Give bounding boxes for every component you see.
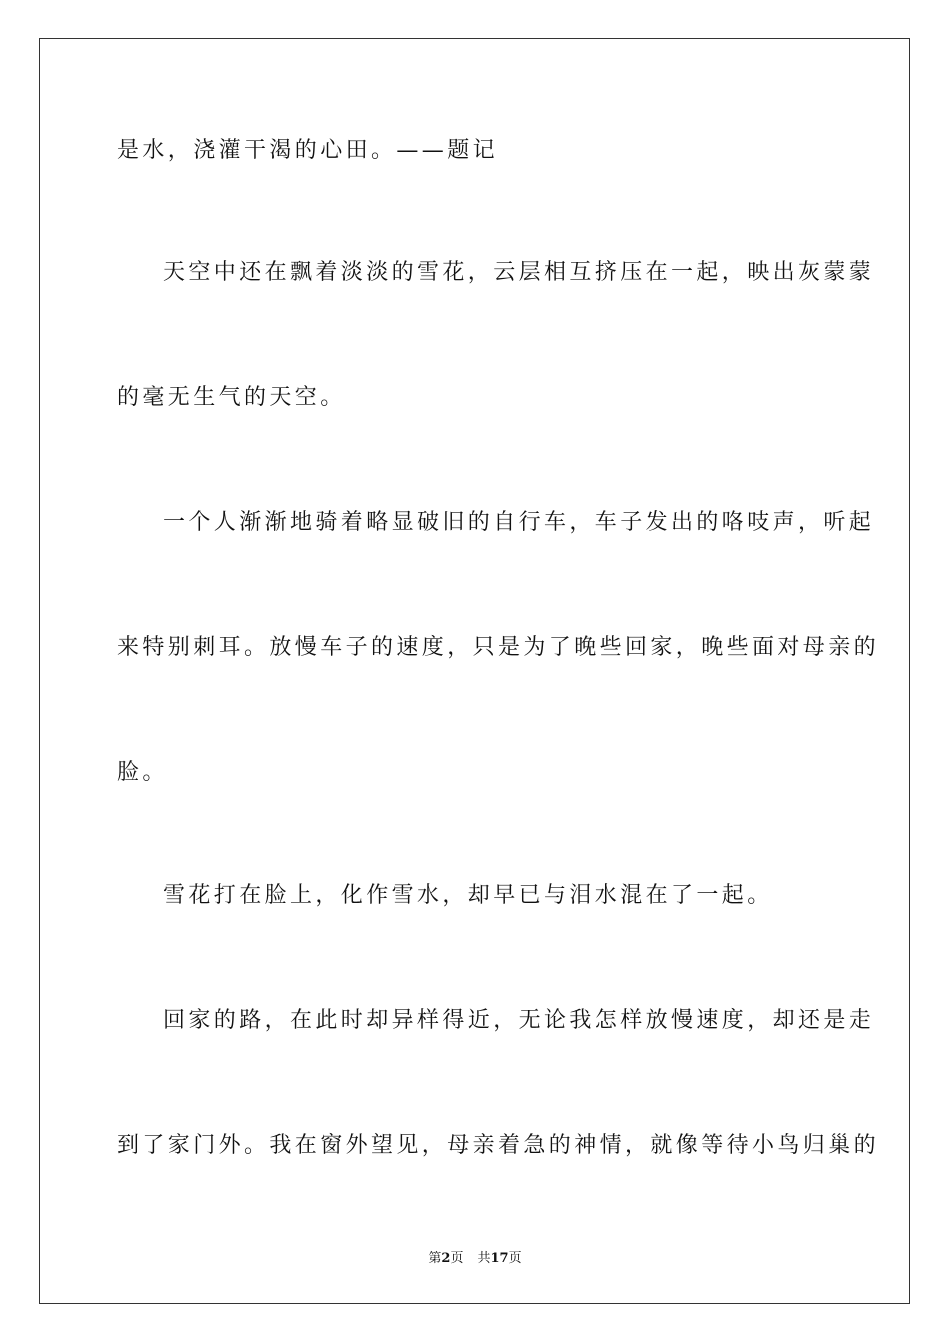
text-line: 来特别刺耳。放慢车子的速度，只是为了晚些回家，晚些面对母亲的 — [117, 635, 880, 660]
paragraph-start-line: 雪花打在脸上，化作雪水，却早已与泪水混在了一起。 — [163, 883, 773, 908]
page-number: 2 — [441, 1251, 451, 1266]
page-border — [39, 38, 910, 1304]
paragraph-start-line: 一个人渐渐地骑着略显破旧的自行车，车子发出的咯吱声，听起 — [163, 510, 875, 535]
paragraph-start-line: 回家的路，在此时却异样得近，无论我怎样放慢速度，却还是走 — [163, 1008, 875, 1033]
page-footer — [0, 1247, 950, 1266]
text-line: 的毫无生气的天空。 — [117, 385, 346, 410]
page-suffix: 页 — [450, 1251, 464, 1266]
text-line: 是水，浇灌干渴的心田。——题记 — [117, 138, 499, 163]
total-prefix: 共 — [477, 1251, 491, 1266]
text-line: 脸。 — [117, 760, 168, 785]
total-pages: 17 — [490, 1251, 509, 1266]
text-line: 到了家门外。我在窗外望见，母亲着急的神情，就像等待小鸟归巢的 — [117, 1133, 880, 1158]
page-prefix: 第 — [428, 1251, 442, 1266]
total-suffix: 页 — [508, 1251, 522, 1266]
paragraph-start-line: 天空中还在飘着淡淡的雪花，云层相互挤压在一起，映出灰蒙蒙 — [163, 260, 875, 285]
